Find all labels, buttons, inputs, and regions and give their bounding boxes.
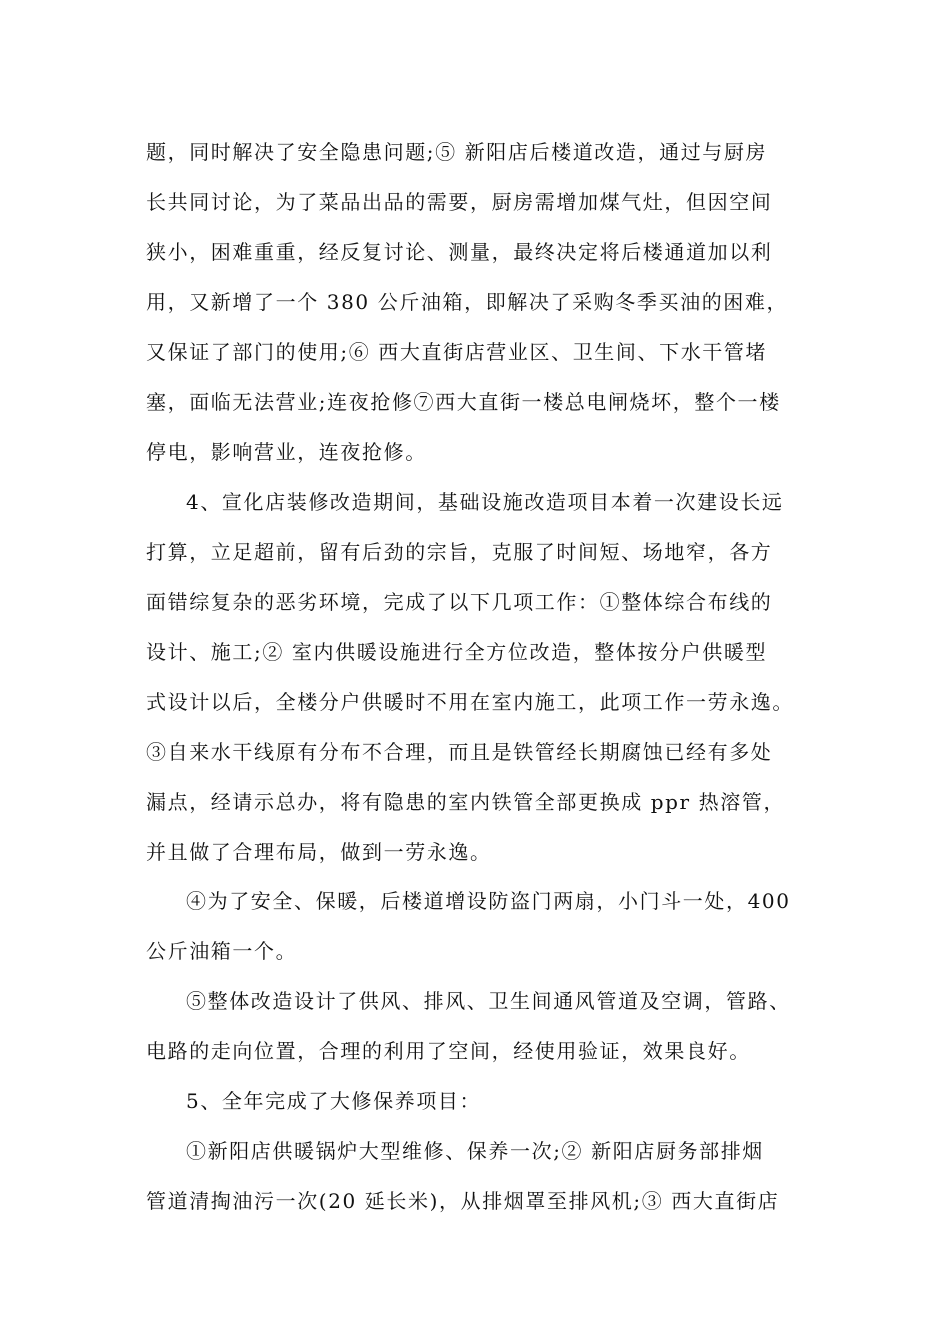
text-line: 停电，影响营业，连夜抢修。 xyxy=(146,440,427,464)
text-line: 式设计以后，全楼分户供暖时不用在室内施工，此项工作一劳永逸。 xyxy=(146,690,794,714)
text-line: 塞，面临无法营业;连夜抢修⑦西大直街一楼总电闸烧坏，整个一楼 xyxy=(146,390,781,414)
text-line: 公斤油箱一个。 xyxy=(146,939,298,963)
text-line: 面错综复杂的恶劣环境，完成了以下几项工作：①整体综合布线的 xyxy=(146,590,773,614)
text-line: 管道清掏油污一次(20 延长米)，从排烟罩至排风机;③ 西大直街店 xyxy=(146,1189,780,1213)
item-5-first-line: ⑤整体改造设计了供风、排风、卫生间通风管道及空调，管路、 xyxy=(186,989,791,1013)
item-4-first-line: ④为了安全、保暖，后楼道增设防盗门两扇，小门斗一处，400 xyxy=(186,889,791,913)
text-line: 用，又新增了一个 380 公斤油箱，即解决了采购冬季买油的困难， xyxy=(146,290,789,314)
paragraph-4-first-line: 4、宣化店装修改造期间，基础设施改造项目本着一次建设长远 xyxy=(186,490,784,514)
section-5-heading: 5、全年完成了大修保养项目： xyxy=(186,1089,482,1113)
maintenance-list-first-line: ①新阳店供暖锅炉大型维修、保养一次;② 新阳店厨务部排烟 xyxy=(186,1139,764,1163)
text-line: 漏点，经请示总办，将有隐患的室内铁管全部更换成 ppr 热溶管， xyxy=(146,790,786,814)
text-line: 长共同讨论，为了菜品出品的需要，厨房需增加煤气灶，但因空间 xyxy=(146,190,773,214)
text-line: 打算，立足超前，留有后劲的宗旨，克服了时间短、场地窄，各方 xyxy=(146,540,773,564)
text-line: 设计、施工;② 室内供暖设施进行全方位改造，整体按分户供暖型 xyxy=(146,640,768,664)
text-line: 题，同时解决了安全隐患问题;⑤ 新阳店后楼道改造，通过与厨房 xyxy=(146,140,768,164)
text-line: 并且做了合理布局，做到一劳永逸。 xyxy=(146,840,492,864)
text-line: 电路的走向位置，合理的利用了空间，经使用验证，效果良好。 xyxy=(146,1039,751,1063)
text-line: 狭小，困难重重，经反复讨论、测量，最终决定将后楼通道加以利 xyxy=(146,240,773,264)
text-line: ③自来水干线原有分布不合理，而且是铁管经长期腐蚀已经有多处 xyxy=(146,740,773,764)
text-line: 又保证了部门的使用;⑥ 西大直街店营业区、卫生间、下水干管堵 xyxy=(146,340,768,364)
